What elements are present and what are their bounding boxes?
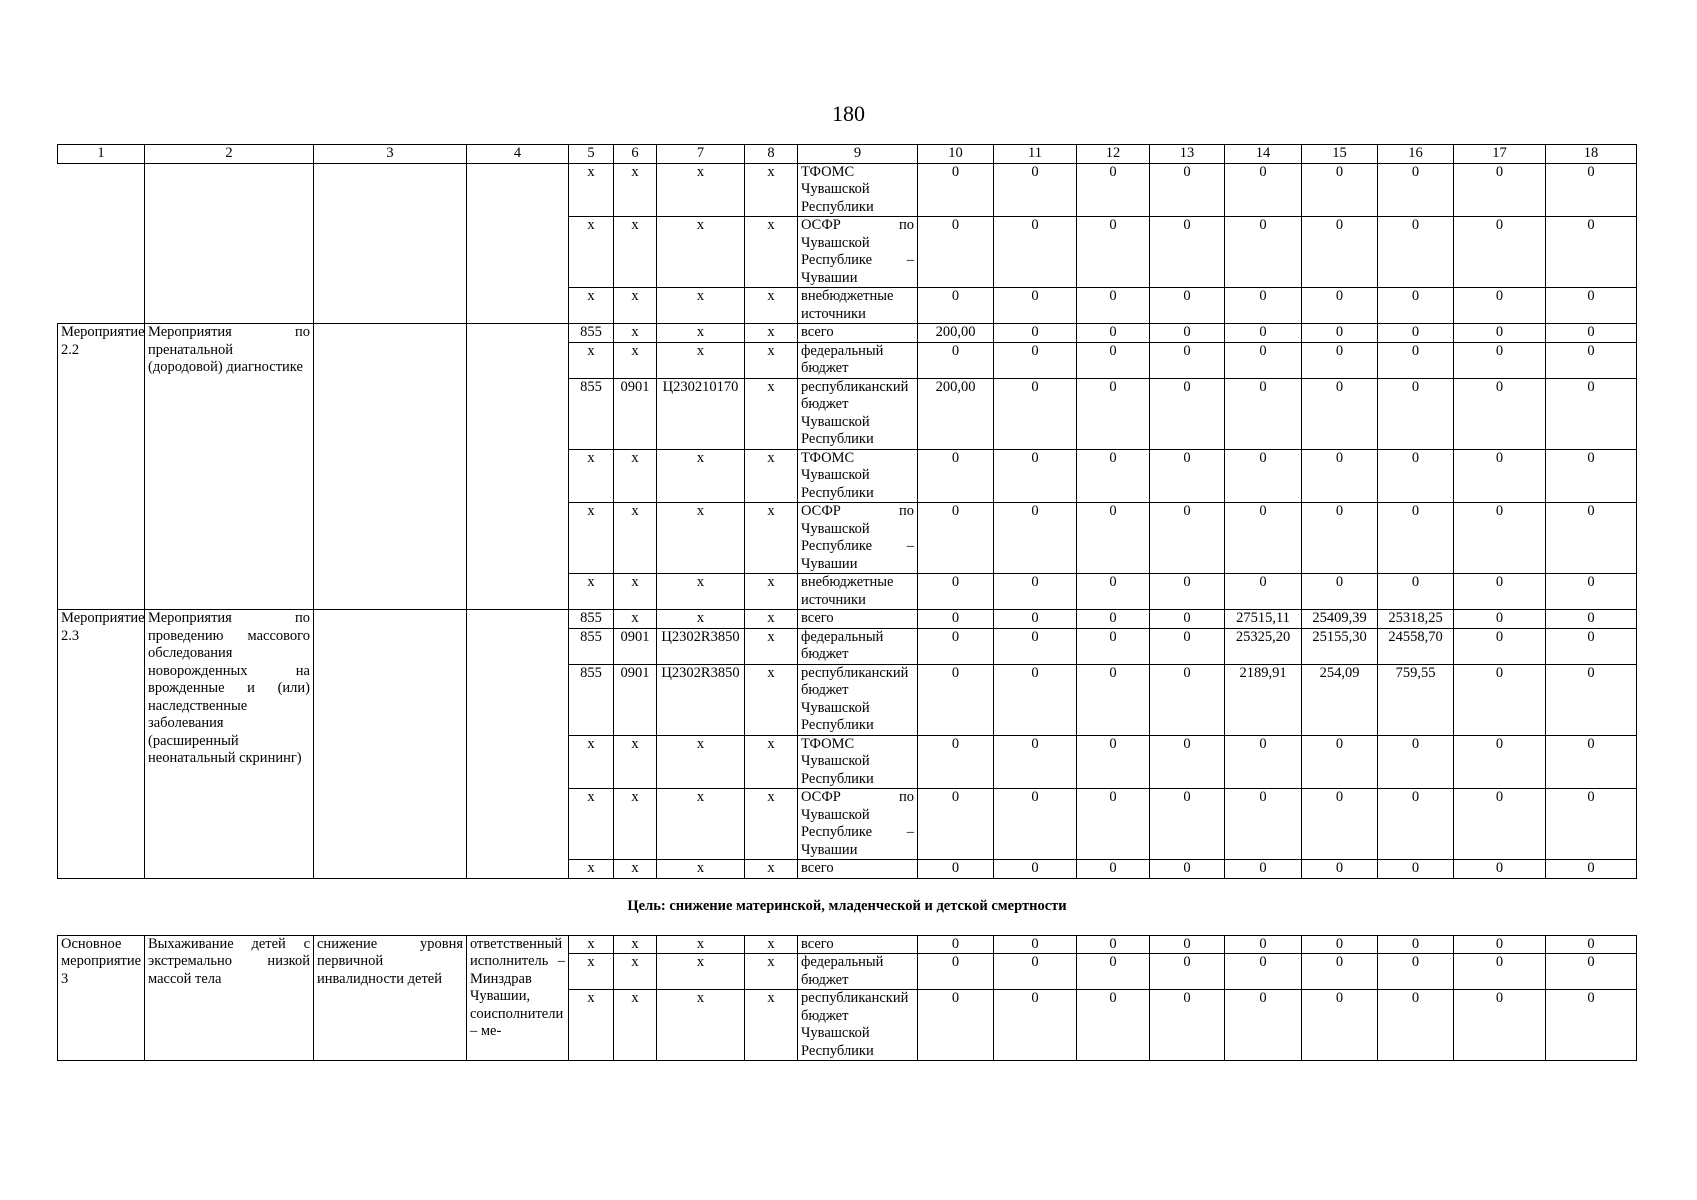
column-number: 12 — [1077, 145, 1150, 164]
amount-cell: 0 — [1225, 288, 1302, 324]
expense-type-code: x — [745, 789, 798, 860]
grbs-code: x — [569, 935, 614, 954]
amount-cell: 0 — [1225, 990, 1302, 1061]
amount-cell: 0 — [1150, 503, 1225, 574]
amount-cell: 0 — [1302, 735, 1378, 789]
amount-cell: 0 — [1225, 217, 1302, 288]
amount-cell: 0 — [1302, 163, 1378, 217]
amount-cell: 0 — [1302, 378, 1378, 449]
amount-cell: 0 — [994, 342, 1077, 378]
column-number-row — [58, 145, 1637, 164]
funding-source: всего — [798, 324, 918, 343]
amount-cell: 0 — [1225, 954, 1302, 990]
column-number: 18 — [1546, 145, 1637, 164]
amount-cell: 0 — [1378, 789, 1454, 860]
amount-cell: 0 — [1150, 324, 1225, 343]
amount-cell: 0 — [1454, 574, 1546, 610]
section-code: x — [614, 574, 657, 610]
grbs-code: 855 — [569, 324, 614, 343]
amount-cell: 0 — [1077, 789, 1150, 860]
amount-cell: 0 — [1454, 860, 1546, 879]
amount-cell: 2189,91 — [1225, 664, 1302, 735]
amount-cell: 0 — [1546, 860, 1637, 879]
amount-cell: 0 — [1546, 574, 1637, 610]
funding-source: ТФОМС Чувашской Республики — [798, 163, 918, 217]
amount-cell: 0 — [994, 860, 1077, 879]
amount-cell: 0 — [1546, 954, 1637, 990]
grbs-code: 855 — [569, 610, 614, 629]
amount-cell: 0 — [1378, 735, 1454, 789]
funding-source: федеральный бюджет — [798, 342, 918, 378]
section-code: 0901 — [614, 378, 657, 449]
amount-cell: 0 — [918, 503, 994, 574]
target-article-code: Ц2302R3850 — [657, 628, 745, 664]
grbs-code: x — [569, 342, 614, 378]
page-number: 180 — [832, 101, 865, 126]
section-code: x — [614, 288, 657, 324]
amount-cell: 0 — [918, 628, 994, 664]
amount-cell: 0 — [1150, 342, 1225, 378]
target-article-code: x — [657, 574, 745, 610]
target-article-code: x — [657, 954, 745, 990]
funding-source: ОСФР по Чувашской Республике – Чувашии — [798, 217, 918, 288]
amount-cell: 0 — [1546, 610, 1637, 629]
measure-executor: ответственный исполнитель – Минздрав Чувашии, соисполнители – ме- — [467, 935, 569, 1061]
amount-cell: 0 — [1546, 449, 1637, 503]
amount-cell: 27515,11 — [1225, 610, 1302, 629]
amount-cell: 0 — [1077, 342, 1150, 378]
grbs-code: x — [569, 990, 614, 1061]
amount-cell: 0 — [1225, 789, 1302, 860]
section-code: x — [614, 990, 657, 1061]
measure-number — [58, 163, 145, 324]
goal-row — [58, 878, 1637, 935]
amount-cell: 0 — [1302, 789, 1378, 860]
expense-type-code: x — [745, 574, 798, 610]
target-article-code: Ц2302R3850 — [657, 664, 745, 735]
amount-cell: 0 — [1378, 324, 1454, 343]
amount-cell: 0 — [994, 735, 1077, 789]
expense-type-code: x — [745, 163, 798, 217]
section-code: x — [614, 324, 657, 343]
amount-cell: 0 — [918, 288, 994, 324]
amount-cell: 0 — [994, 789, 1077, 860]
column-number: 6 — [614, 145, 657, 164]
budget-table — [57, 144, 1637, 1061]
amount-cell: 0 — [1546, 935, 1637, 954]
amount-cell: 0 — [1077, 954, 1150, 990]
amount-cell: 0 — [1378, 954, 1454, 990]
funding-source: внебюджетные источники — [798, 574, 918, 610]
section-code: x — [614, 954, 657, 990]
grbs-code: x — [569, 217, 614, 288]
funding-source: республиканский бюджет Чувашской Республики — [798, 664, 918, 735]
expense-type-code: x — [745, 935, 798, 954]
amount-cell: 0 — [918, 990, 994, 1061]
amount-cell: 0 — [1454, 163, 1546, 217]
funding-source: ОСФР по Чувашской Республике – Чувашии — [798, 789, 918, 860]
column-number: 1 — [58, 145, 145, 164]
measure-executor — [467, 324, 569, 610]
amount-cell: 0 — [1077, 324, 1150, 343]
amount-cell: 0 — [1454, 217, 1546, 288]
amount-cell: 0 — [1454, 324, 1546, 343]
amount-cell: 0 — [1454, 789, 1546, 860]
grbs-code: x — [569, 789, 614, 860]
amount-cell: 0 — [1150, 163, 1225, 217]
measure-goal: снижение уровня первичной инвалидности детей — [314, 935, 467, 1061]
funding-source: всего — [798, 860, 918, 879]
amount-cell: 0 — [1378, 288, 1454, 324]
amount-cell: 0 — [918, 735, 994, 789]
amount-cell: 0 — [1150, 860, 1225, 879]
target-article-code: x — [657, 860, 745, 879]
amount-cell: 0 — [1150, 628, 1225, 664]
section-code: x — [614, 342, 657, 378]
target-article-code: x — [657, 789, 745, 860]
amount-cell: 0 — [1546, 324, 1637, 343]
amount-cell: 0 — [1378, 217, 1454, 288]
target-article-code: x — [657, 935, 745, 954]
grbs-code: x — [569, 954, 614, 990]
amount-cell: 0 — [1225, 324, 1302, 343]
funding-source: федеральный бюджет — [798, 628, 918, 664]
amount-cell: 0 — [1454, 954, 1546, 990]
funding-source: федеральный бюджет — [798, 954, 918, 990]
measure-executor — [467, 610, 569, 879]
amount-cell: 0 — [1225, 935, 1302, 954]
amount-cell: 0 — [1454, 378, 1546, 449]
amount-cell: 0 — [1454, 449, 1546, 503]
amount-cell: 0 — [918, 574, 994, 610]
amount-cell: 0 — [918, 610, 994, 629]
amount-cell: 200,00 — [918, 378, 994, 449]
amount-cell: 0 — [918, 342, 994, 378]
amount-cell: 0 — [1302, 288, 1378, 324]
expense-type-code: x — [745, 217, 798, 288]
table-row — [58, 163, 1637, 217]
measure-executor — [467, 163, 569, 324]
measure-name: Выхаживание детей с экстремально низкой массой тела — [145, 935, 314, 1061]
amount-cell: 0 — [1077, 610, 1150, 629]
amount-cell: 0 — [1302, 342, 1378, 378]
column-number: 3 — [314, 145, 467, 164]
amount-cell: 0 — [1302, 217, 1378, 288]
amount-cell: 0 — [1546, 628, 1637, 664]
section-code: x — [614, 503, 657, 574]
amount-cell: 0 — [1225, 163, 1302, 217]
section-code: x — [614, 860, 657, 879]
amount-cell: 0 — [1454, 628, 1546, 664]
amount-cell: 0 — [994, 449, 1077, 503]
column-number: 9 — [798, 145, 918, 164]
amount-cell: 254,09 — [1302, 664, 1378, 735]
section-code: x — [614, 789, 657, 860]
section-code: 0901 — [614, 628, 657, 664]
grbs-code: x — [569, 288, 614, 324]
target-article-code: x — [657, 503, 745, 574]
amount-cell: 0 — [1150, 217, 1225, 288]
amount-cell: 0 — [1077, 628, 1150, 664]
amount-cell: 0 — [994, 378, 1077, 449]
amount-cell: 0 — [1225, 574, 1302, 610]
column-number: 15 — [1302, 145, 1378, 164]
funding-source: внебюджетные источники — [798, 288, 918, 324]
target-article-code: x — [657, 449, 745, 503]
column-number: 2 — [145, 145, 314, 164]
amount-cell: 25155,30 — [1302, 628, 1378, 664]
amount-cell: 0 — [994, 217, 1077, 288]
funding-source: всего — [798, 610, 918, 629]
amount-cell: 0 — [1150, 789, 1225, 860]
expense-type-code: x — [745, 664, 798, 735]
amount-cell: 0 — [994, 163, 1077, 217]
expense-type-code: x — [745, 324, 798, 343]
amount-cell: 0 — [918, 217, 994, 288]
expense-type-code: x — [745, 288, 798, 324]
measure-goal — [314, 610, 467, 879]
amount-cell: 0 — [1302, 503, 1378, 574]
amount-cell: 0 — [1150, 610, 1225, 629]
amount-cell: 0 — [1378, 990, 1454, 1061]
amount-cell: 0 — [1302, 935, 1378, 954]
amount-cell: 0 — [1225, 735, 1302, 789]
expense-type-code: x — [745, 610, 798, 629]
amount-cell: 0 — [994, 990, 1077, 1061]
funding-source: всего — [798, 935, 918, 954]
amount-cell: 0 — [994, 954, 1077, 990]
section-code: x — [614, 217, 657, 288]
amount-cell: 0 — [1225, 449, 1302, 503]
expense-type-code: x — [745, 954, 798, 990]
amount-cell: 0 — [1378, 163, 1454, 217]
column-number: 13 — [1150, 145, 1225, 164]
expense-type-code: x — [745, 628, 798, 664]
amount-cell: 0 — [1378, 935, 1454, 954]
measure-name: Мероприятия по пренатальной (дородовой) диагностике — [145, 324, 314, 610]
table-row — [58, 610, 1637, 629]
amount-cell: 0 — [918, 935, 994, 954]
table-body — [58, 145, 1637, 1061]
amount-cell: 0 — [994, 574, 1077, 610]
amount-cell: 0 — [1378, 449, 1454, 503]
grbs-code: x — [569, 574, 614, 610]
amount-cell: 0 — [1150, 735, 1225, 789]
amount-cell: 0 — [1546, 288, 1637, 324]
amount-cell: 0 — [1077, 860, 1150, 879]
amount-cell: 0 — [1302, 574, 1378, 610]
amount-cell: 0 — [1546, 503, 1637, 574]
column-number: 17 — [1454, 145, 1546, 164]
amount-cell: 25318,25 — [1378, 610, 1454, 629]
column-number: 11 — [994, 145, 1077, 164]
amount-cell: 200,00 — [918, 324, 994, 343]
amount-cell: 0 — [1077, 449, 1150, 503]
amount-cell: 0 — [1302, 860, 1378, 879]
amount-cell: 0 — [1454, 990, 1546, 1061]
amount-cell: 0 — [918, 954, 994, 990]
amount-cell: 0 — [1150, 935, 1225, 954]
funding-source: ТФОМС Чувашской Республики — [798, 449, 918, 503]
amount-cell: 759,55 — [1378, 664, 1454, 735]
amount-cell: 24558,70 — [1378, 628, 1454, 664]
amount-cell: 0 — [1378, 342, 1454, 378]
grbs-code: x — [569, 163, 614, 217]
amount-cell: 0 — [1302, 990, 1378, 1061]
amount-cell: 0 — [1150, 378, 1225, 449]
funding-source: республиканский бюджет Чувашской Республики — [798, 990, 918, 1061]
target-article-code: x — [657, 217, 745, 288]
amount-cell: 0 — [1077, 217, 1150, 288]
amount-cell: 0 — [1454, 503, 1546, 574]
amount-cell: 0 — [994, 628, 1077, 664]
amount-cell: 0 — [1302, 954, 1378, 990]
target-article-code: x — [657, 735, 745, 789]
amount-cell: 0 — [1546, 735, 1637, 789]
grbs-code: x — [569, 735, 614, 789]
funding-source: республиканский бюджет Чувашской Республики — [798, 378, 918, 449]
amount-cell: 0 — [1077, 574, 1150, 610]
amount-cell: 0 — [1546, 378, 1637, 449]
funding-source: ОСФР по Чувашской Республике – Чувашии — [798, 503, 918, 574]
measure-goal — [314, 163, 467, 324]
amount-cell: 0 — [994, 288, 1077, 324]
amount-cell: 0 — [994, 610, 1077, 629]
column-number: 10 — [918, 145, 994, 164]
target-article-code: x — [657, 288, 745, 324]
target-article-code: x — [657, 610, 745, 629]
target-article-code: x — [657, 163, 745, 217]
expense-type-code: x — [745, 503, 798, 574]
amount-cell: 25409,39 — [1302, 610, 1378, 629]
measure-name: Мероприятия по проведению массового обследования новорожденных на врожденные и (или) наследственные заболевания (расширенный неонатальный скрининг) — [145, 610, 314, 879]
amount-cell: 0 — [1454, 935, 1546, 954]
expense-type-code: x — [745, 735, 798, 789]
amount-cell: 0 — [1546, 342, 1637, 378]
measure-name — [145, 163, 314, 324]
amount-cell: 0 — [1150, 954, 1225, 990]
amount-cell: 0 — [1454, 288, 1546, 324]
goal-heading: Цель: снижение материнской, младенческой и детской смертности — [58, 878, 1637, 935]
expense-type-code: x — [745, 860, 798, 879]
amount-cell: 0 — [1378, 378, 1454, 449]
expense-type-code: x — [745, 342, 798, 378]
grbs-code: x — [569, 860, 614, 879]
amount-cell: 0 — [1546, 217, 1637, 288]
amount-cell: 0 — [1454, 610, 1546, 629]
expense-type-code: x — [745, 990, 798, 1061]
amount-cell: 0 — [918, 449, 994, 503]
section-code: x — [614, 735, 657, 789]
amount-cell: 0 — [918, 664, 994, 735]
amount-cell: 0 — [1077, 503, 1150, 574]
amount-cell: 0 — [1077, 378, 1150, 449]
grbs-code: 855 — [569, 628, 614, 664]
amount-cell: 0 — [1150, 574, 1225, 610]
amount-cell: 0 — [1546, 990, 1637, 1061]
amount-cell: 0 — [1225, 342, 1302, 378]
amount-cell: 0 — [1546, 163, 1637, 217]
grbs-code: x — [569, 449, 614, 503]
amount-cell: 0 — [1077, 935, 1150, 954]
table-row — [58, 324, 1637, 343]
section-code: x — [614, 610, 657, 629]
amount-cell: 0 — [1077, 163, 1150, 217]
amount-cell: 0 — [994, 503, 1077, 574]
amount-cell: 0 — [1225, 860, 1302, 879]
column-number: 7 — [657, 145, 745, 164]
amount-cell: 0 — [994, 935, 1077, 954]
grbs-code: 855 — [569, 664, 614, 735]
amount-cell: 0 — [1546, 789, 1637, 860]
amount-cell: 0 — [1454, 342, 1546, 378]
amount-cell: 0 — [1225, 503, 1302, 574]
amount-cell: 0 — [1454, 664, 1546, 735]
column-number: 8 — [745, 145, 798, 164]
amount-cell: 0 — [994, 664, 1077, 735]
amount-cell: 0 — [1150, 288, 1225, 324]
section-code: x — [614, 935, 657, 954]
column-number: 14 — [1225, 145, 1302, 164]
table-row — [58, 935, 1637, 954]
amount-cell: 0 — [918, 163, 994, 217]
section-code: x — [614, 163, 657, 217]
amount-cell: 0 — [918, 860, 994, 879]
measure-number: Основное мероприятие 3 — [58, 935, 145, 1061]
column-number: 16 — [1378, 145, 1454, 164]
grbs-code: x — [569, 503, 614, 574]
amount-cell: 0 — [1150, 664, 1225, 735]
measure-goal — [314, 324, 467, 610]
section-code: 0901 — [614, 664, 657, 735]
amount-cell: 0 — [1150, 990, 1225, 1061]
section-code: x — [614, 449, 657, 503]
grbs-code: 855 — [569, 378, 614, 449]
amount-cell: 0 — [1378, 574, 1454, 610]
amount-cell: 0 — [1225, 378, 1302, 449]
expense-type-code: x — [745, 378, 798, 449]
measure-number: Мероприятие 2.3 — [58, 610, 145, 879]
measure-number: Мероприятие 2.2 — [58, 324, 145, 610]
amount-cell: 25325,20 — [1225, 628, 1302, 664]
target-article-code: Ц230210170 — [657, 378, 745, 449]
amount-cell: 0 — [1378, 503, 1454, 574]
target-article-code: x — [657, 342, 745, 378]
column-number: 4 — [467, 145, 569, 164]
amount-cell: 0 — [1378, 860, 1454, 879]
column-number: 5 — [569, 145, 614, 164]
amount-cell: 0 — [1454, 735, 1546, 789]
amount-cell: 0 — [1302, 324, 1378, 343]
target-article-code: x — [657, 324, 745, 343]
amount-cell: 0 — [994, 324, 1077, 343]
expense-type-code: x — [745, 449, 798, 503]
target-article-code: x — [657, 990, 745, 1061]
amount-cell: 0 — [1077, 664, 1150, 735]
amount-cell: 0 — [1077, 735, 1150, 789]
amount-cell: 0 — [1077, 288, 1150, 324]
amount-cell: 0 — [918, 789, 994, 860]
amount-cell: 0 — [1546, 664, 1637, 735]
amount-cell: 0 — [1302, 449, 1378, 503]
funding-source: ТФОМС Чувашской Республики — [798, 735, 918, 789]
amount-cell: 0 — [1150, 449, 1225, 503]
amount-cell: 0 — [1077, 990, 1150, 1061]
